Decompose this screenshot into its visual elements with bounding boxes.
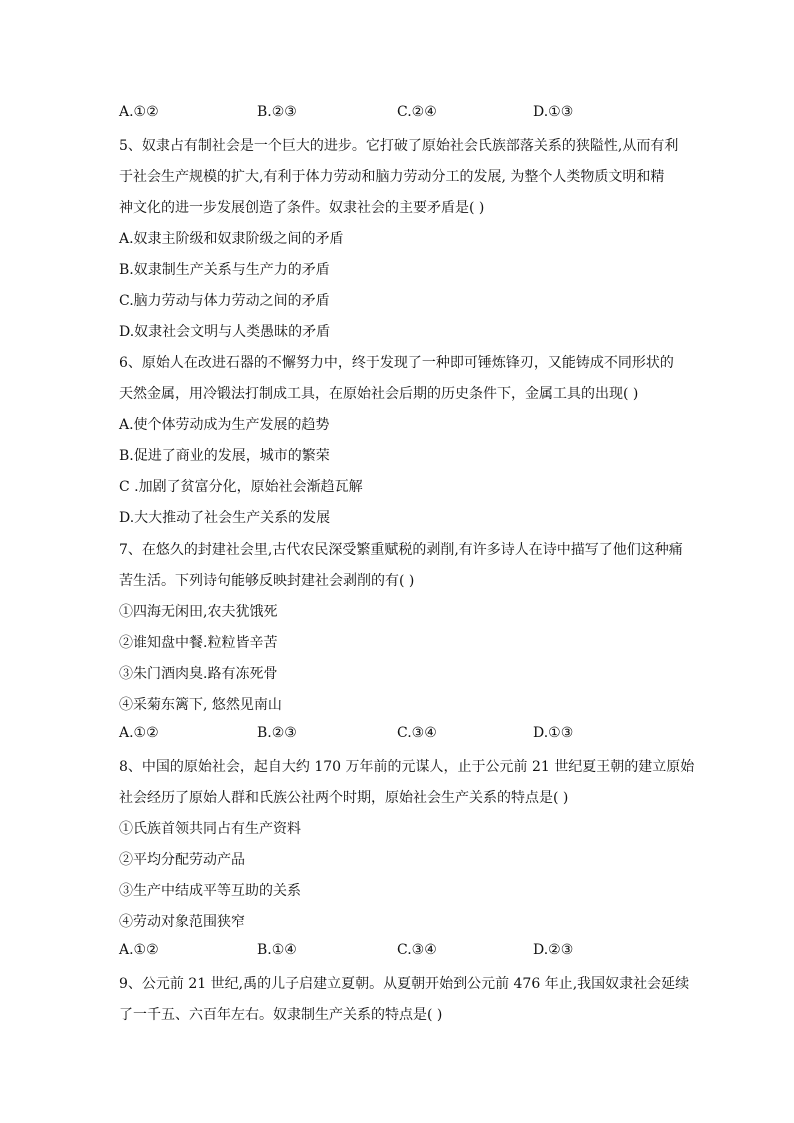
q6-option-b: B.促进了商业的发展，城市的繁荣 <box>119 448 330 464</box>
q5-option-d: D.奴隶社会文明与人类愚昧的矛盾 <box>119 324 331 340</box>
q8-stem-line-1: 8、中国的原始社会，起自大约 170 万年前的元谋人，止于公元前 21 世纪夏王朝的建立原始 <box>119 759 695 775</box>
q5-option-b: B.奴隶制生产关系与生产力的矛盾 <box>119 262 330 278</box>
q8-item-4: ④劳动对象范围狭窄 <box>119 914 245 930</box>
q8-option-b: B.①④ <box>257 942 297 958</box>
q5-stem-line-3: 神文化的进一步发展创造了条件。奴隶社会的主要矛盾是( ) <box>119 200 485 216</box>
q7-item-4: ④采菊东篱下, 悠然见南山 <box>119 697 282 713</box>
q8-item-2: ②平均分配劳动产品 <box>119 852 245 868</box>
q6-stem-line-2: 天然金属，用冷锻法打制成工具，在原始社会后期的历史条件下，金属工具的出现( ) <box>119 386 639 402</box>
q6-option-a: A.使个体劳动成为生产发展的趋势 <box>119 417 330 433</box>
q8-option-a: A.①② <box>119 942 159 958</box>
q5-stem-line-1: 5、奴隶占有制社会是一个巨大的进步。它打破了原始社会氏族部落关系的狭隘性,从而有利 <box>119 138 679 154</box>
q7-stem-line-1: 7、在悠久的封建社会里,古代农民深受繁重赋税的剥削,有许多诗人在诗中描写了他们这种痛 <box>119 542 683 558</box>
q6-option-d: D.大大推动了社会生产关系的发展 <box>119 510 331 526</box>
q9-stem-line-2: 了一千五、六百年左右。奴隶制生产关系的特点是( ) <box>119 1007 443 1023</box>
q8-stem-line-2: 社会经历了原始人群和氏族公社两个时期，原始社会生产关系的特点是( ) <box>119 790 569 806</box>
q7-item-2: ②谁知盘中餐.粒粒皆辛苦 <box>119 635 278 651</box>
option-a: A.①② <box>119 104 159 120</box>
q7-stem-line-2: 苦生活。下列诗句能够反映封建社会剥削的有( ) <box>119 573 415 589</box>
q8-item-3: ③生产中结成平等互助的关系 <box>119 883 301 899</box>
q6-stem-line-1: 6、原始人在改进石器的不懈努力中，终于发现了一种即可锤炼锋刃，又能铸成不同形状的 <box>119 355 674 371</box>
option-b: B.②③ <box>257 104 297 120</box>
q8-item-1: ①氏族首领共同占有生产资料 <box>119 821 301 837</box>
q7-option-a: A.①② <box>119 725 159 741</box>
q8-option-c: C.③④ <box>397 942 437 958</box>
q9-stem-line-1: 9、公元前 21 世纪,禹的儿子启建立夏朝。从夏朝开始到公元前 476 年止,我国奴隶社会延续 <box>119 976 690 992</box>
q8-option-d: D.②③ <box>533 942 574 958</box>
q7-option-b: B.②③ <box>257 725 297 741</box>
option-c: C.②④ <box>397 104 437 120</box>
q5-option-c: C.脑力劳动与体力劳动之间的矛盾 <box>119 293 330 309</box>
option-d: D.①③ <box>533 104 574 120</box>
q5-stem-line-2: 于社会生产规模的扩大,有利于体力劳动和脑力劳动分工的发展, 为整个人类物质文明和精 <box>119 169 665 185</box>
q5-option-a: A.奴隶主阶级和奴隶阶级之间的矛盾 <box>119 231 344 247</box>
q7-option-d: D.①③ <box>533 725 574 741</box>
q7-item-3: ③朱门酒肉臭.路有冻死骨 <box>119 666 278 682</box>
q6-option-c: C .加剧了贫富分化，原始社会渐趋瓦解 <box>119 479 363 495</box>
q7-item-1: ①四海无闲田,农夫犹饿死 <box>119 604 278 620</box>
q7-option-c: C.③④ <box>397 725 437 741</box>
